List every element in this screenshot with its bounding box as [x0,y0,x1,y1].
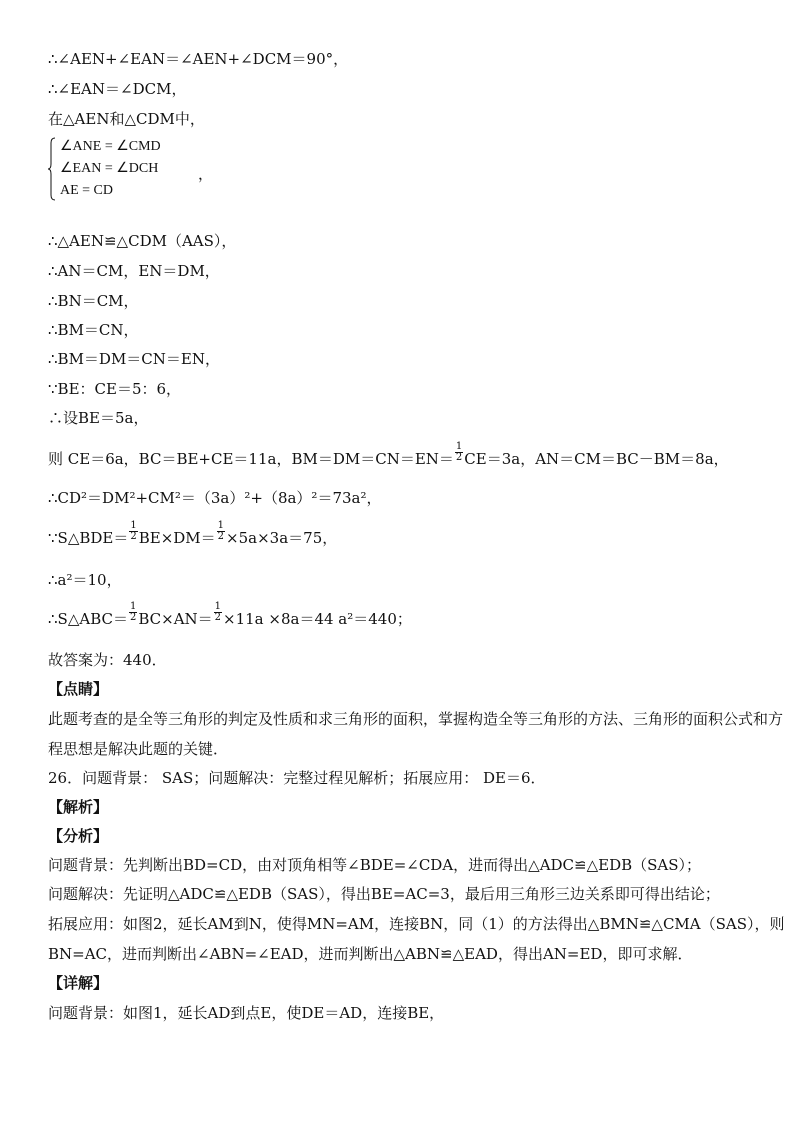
system-eq-3: AE = CD [60,183,114,198]
calc-3-a: ∵S△BDE＝ [48,529,129,547]
fraction-num: 1 [130,519,137,531]
calc-3-c: ×5a×3a＝75， [226,529,338,547]
line-4: ∴△AEN≌△CDM（AAS）， [48,232,237,250]
heading-fenxi: 【分析】 [48,827,109,845]
fraction-num: 1 [455,440,463,452]
calc-line-4: ∴a²＝10， [48,571,122,589]
line-analysis-4: BN=AC，进而判断出∠ABN=∠EAD，进而判断出△ABN≌△EAD，得出AN=ED，即可求解． [48,945,693,963]
calc-line-3 [48,519,338,550]
half-fraction [129,521,137,542]
line-detail-1: 问题背景：如图1，延长AD到点E，使DE＝AD，连接BE， [48,1004,445,1022]
fraction-den: 2 [129,611,137,623]
calc-line-2: ∴CD²＝DM²+CM²＝（3a）²+（8a）²＝73a²， [48,489,382,507]
fraction-den: 2 [214,611,222,623]
calc-1-a: 则 CE＝6a，BC＝BE+CE＝11a，BM＝DM＝CN＝EN＝ [48,450,454,468]
line-5: ∴AN＝CM，EN＝DM， [48,262,220,280]
line-8: ∴BM＝DM＝CN＝EN， [48,350,220,368]
line-7: ∴BM＝CN， [48,321,139,339]
calc-line-1 [48,440,729,471]
line-comment-2: 程思想是解决此题的关键． [48,740,229,758]
half-fraction [214,602,222,623]
fraction-num: 1 [217,519,225,531]
fraction-den: 2 [455,451,463,463]
fraction-den: 2 [217,530,225,542]
line-6: ∴BN＝CM， [48,292,139,310]
line-analysis-2: 问题解决：先证明△ADC≌△EDB（SAS），得出BE=AC=3，最后用三角形三边关系即可得出结论； [48,885,720,903]
calc-3-b: BE×DM＝ [138,529,216,547]
brace-icon [48,137,56,201]
heading-jiexi: 【解析】 [48,798,109,816]
line-analysis-3: 拓展应用：如图2，延长AM到N，使得MN=AM，连接BN，同（1）的方法得出△BMN≌△CMA（SAS），则 [48,915,785,933]
calc-5-c: ×11a ×8a＝44 a²＝440； [223,610,412,628]
calc-5-a: ∴S△ABC＝ [48,610,128,628]
calc-5-b: BC×AN＝ [138,610,213,628]
line-3: 在△AEN和△CDM中， [48,110,205,128]
half-fraction [129,602,137,623]
calc-line-5 [48,600,412,631]
equation-system [48,137,214,203]
line-comment-1: 此题考查的是全等三角形的判定及性质和求三角形的面积，掌握构造全等三角形的方法、三角形的面积公式和方 [48,710,784,728]
line-answer: 故答案为：440． [48,651,167,669]
fraction-den: 2 [130,530,137,542]
system-eq-2: ∠EAN = ∠DCH [60,161,159,176]
system-eq-1: ∠ANE = ∠CMD [60,139,161,154]
line-9: ∵BE：CE＝5：6， [48,380,182,398]
half-fraction [217,521,225,542]
heading-xiangjie: 【详解】 [48,974,109,992]
line-question-26: 26．问题背景： SAS；问题解决：完整过程见解析；拓展应用： DE＝6． [48,769,546,787]
system-comma: ， [198,165,214,183]
line-analysis-1: 问题背景：先判断出BD=CD，由对顶角相等∠BDE=∠CDA，进而得出△ADC≌△EDB（SAS）； [48,856,702,874]
heading-dianjing: 【点睛】 [48,680,109,698]
line-2: ∴∠EAN＝∠DCM， [48,80,187,98]
fraction-num: 1 [214,600,222,612]
line-10: ∴设BE＝5a， [48,409,149,427]
line-1: ∴∠AEN+∠EAN＝∠AEN+∠DCM＝90°， [48,50,349,68]
fraction-num: 1 [129,600,137,612]
half-fraction [455,442,463,463]
calc-1-b: CE＝3a，AN＝CM＝BC－BM＝8a， [464,450,729,468]
